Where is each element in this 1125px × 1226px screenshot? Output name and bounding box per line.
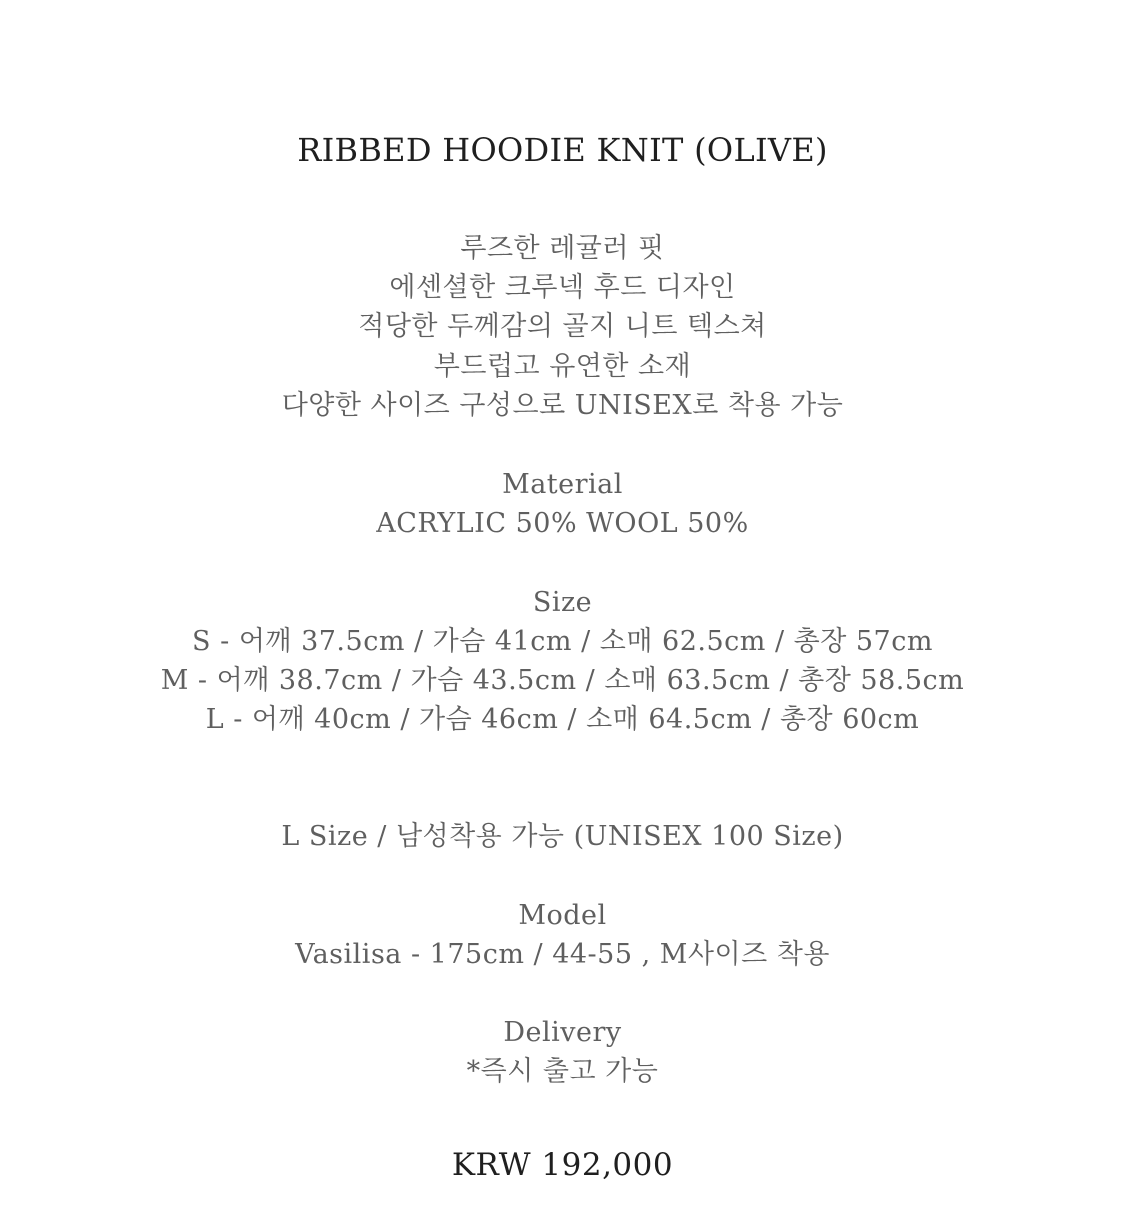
product-title: RIBBED HOODIE KNIT (OLIVE) [297, 131, 828, 169]
material-heading: Material [502, 469, 623, 500]
size-row-s: S - 어깨 37.5cm / 가슴 41cm / 소매 62.5cm / 총장 57cm [192, 626, 933, 657]
delivery-value: *즉시 출고 가능 [466, 1056, 659, 1087]
product-price: KRW 192,000 [451, 1147, 674, 1183]
description-line: 에센셜한 크루넥 후드 디자인 [389, 272, 736, 303]
model-heading: Model [518, 900, 607, 931]
size-note: L Size / 남성착용 가능 (UNISEX 100 Size) [281, 821, 844, 852]
model-value: Vasilisa - 175cm / 44-55 , M사이즈 착용 [295, 939, 830, 970]
description-line: 부드럽고 유연한 소재 [433, 351, 692, 382]
material-value: ACRYLIC 50% WOOL 50% [376, 508, 749, 539]
size-heading: Size [532, 587, 593, 618]
delivery-heading: Delivery [503, 1017, 622, 1048]
description-line: 루즈한 레귤러 핏 [460, 233, 665, 264]
size-row-m: M - 어깨 38.7cm / 가슴 43.5cm / 소매 63.5cm / 총장 58.5cm [160, 665, 965, 696]
size-row-l: L - 어깨 40cm / 가슴 46cm / 소매 64.5cm / 총장 60cm [205, 704, 920, 735]
description-line: 다양한 사이즈 구성으로 UNISEX로 착용 가능 [281, 390, 844, 421]
description-line: 적당한 두께감의 골지 니트 텍스쳐 [358, 311, 767, 342]
